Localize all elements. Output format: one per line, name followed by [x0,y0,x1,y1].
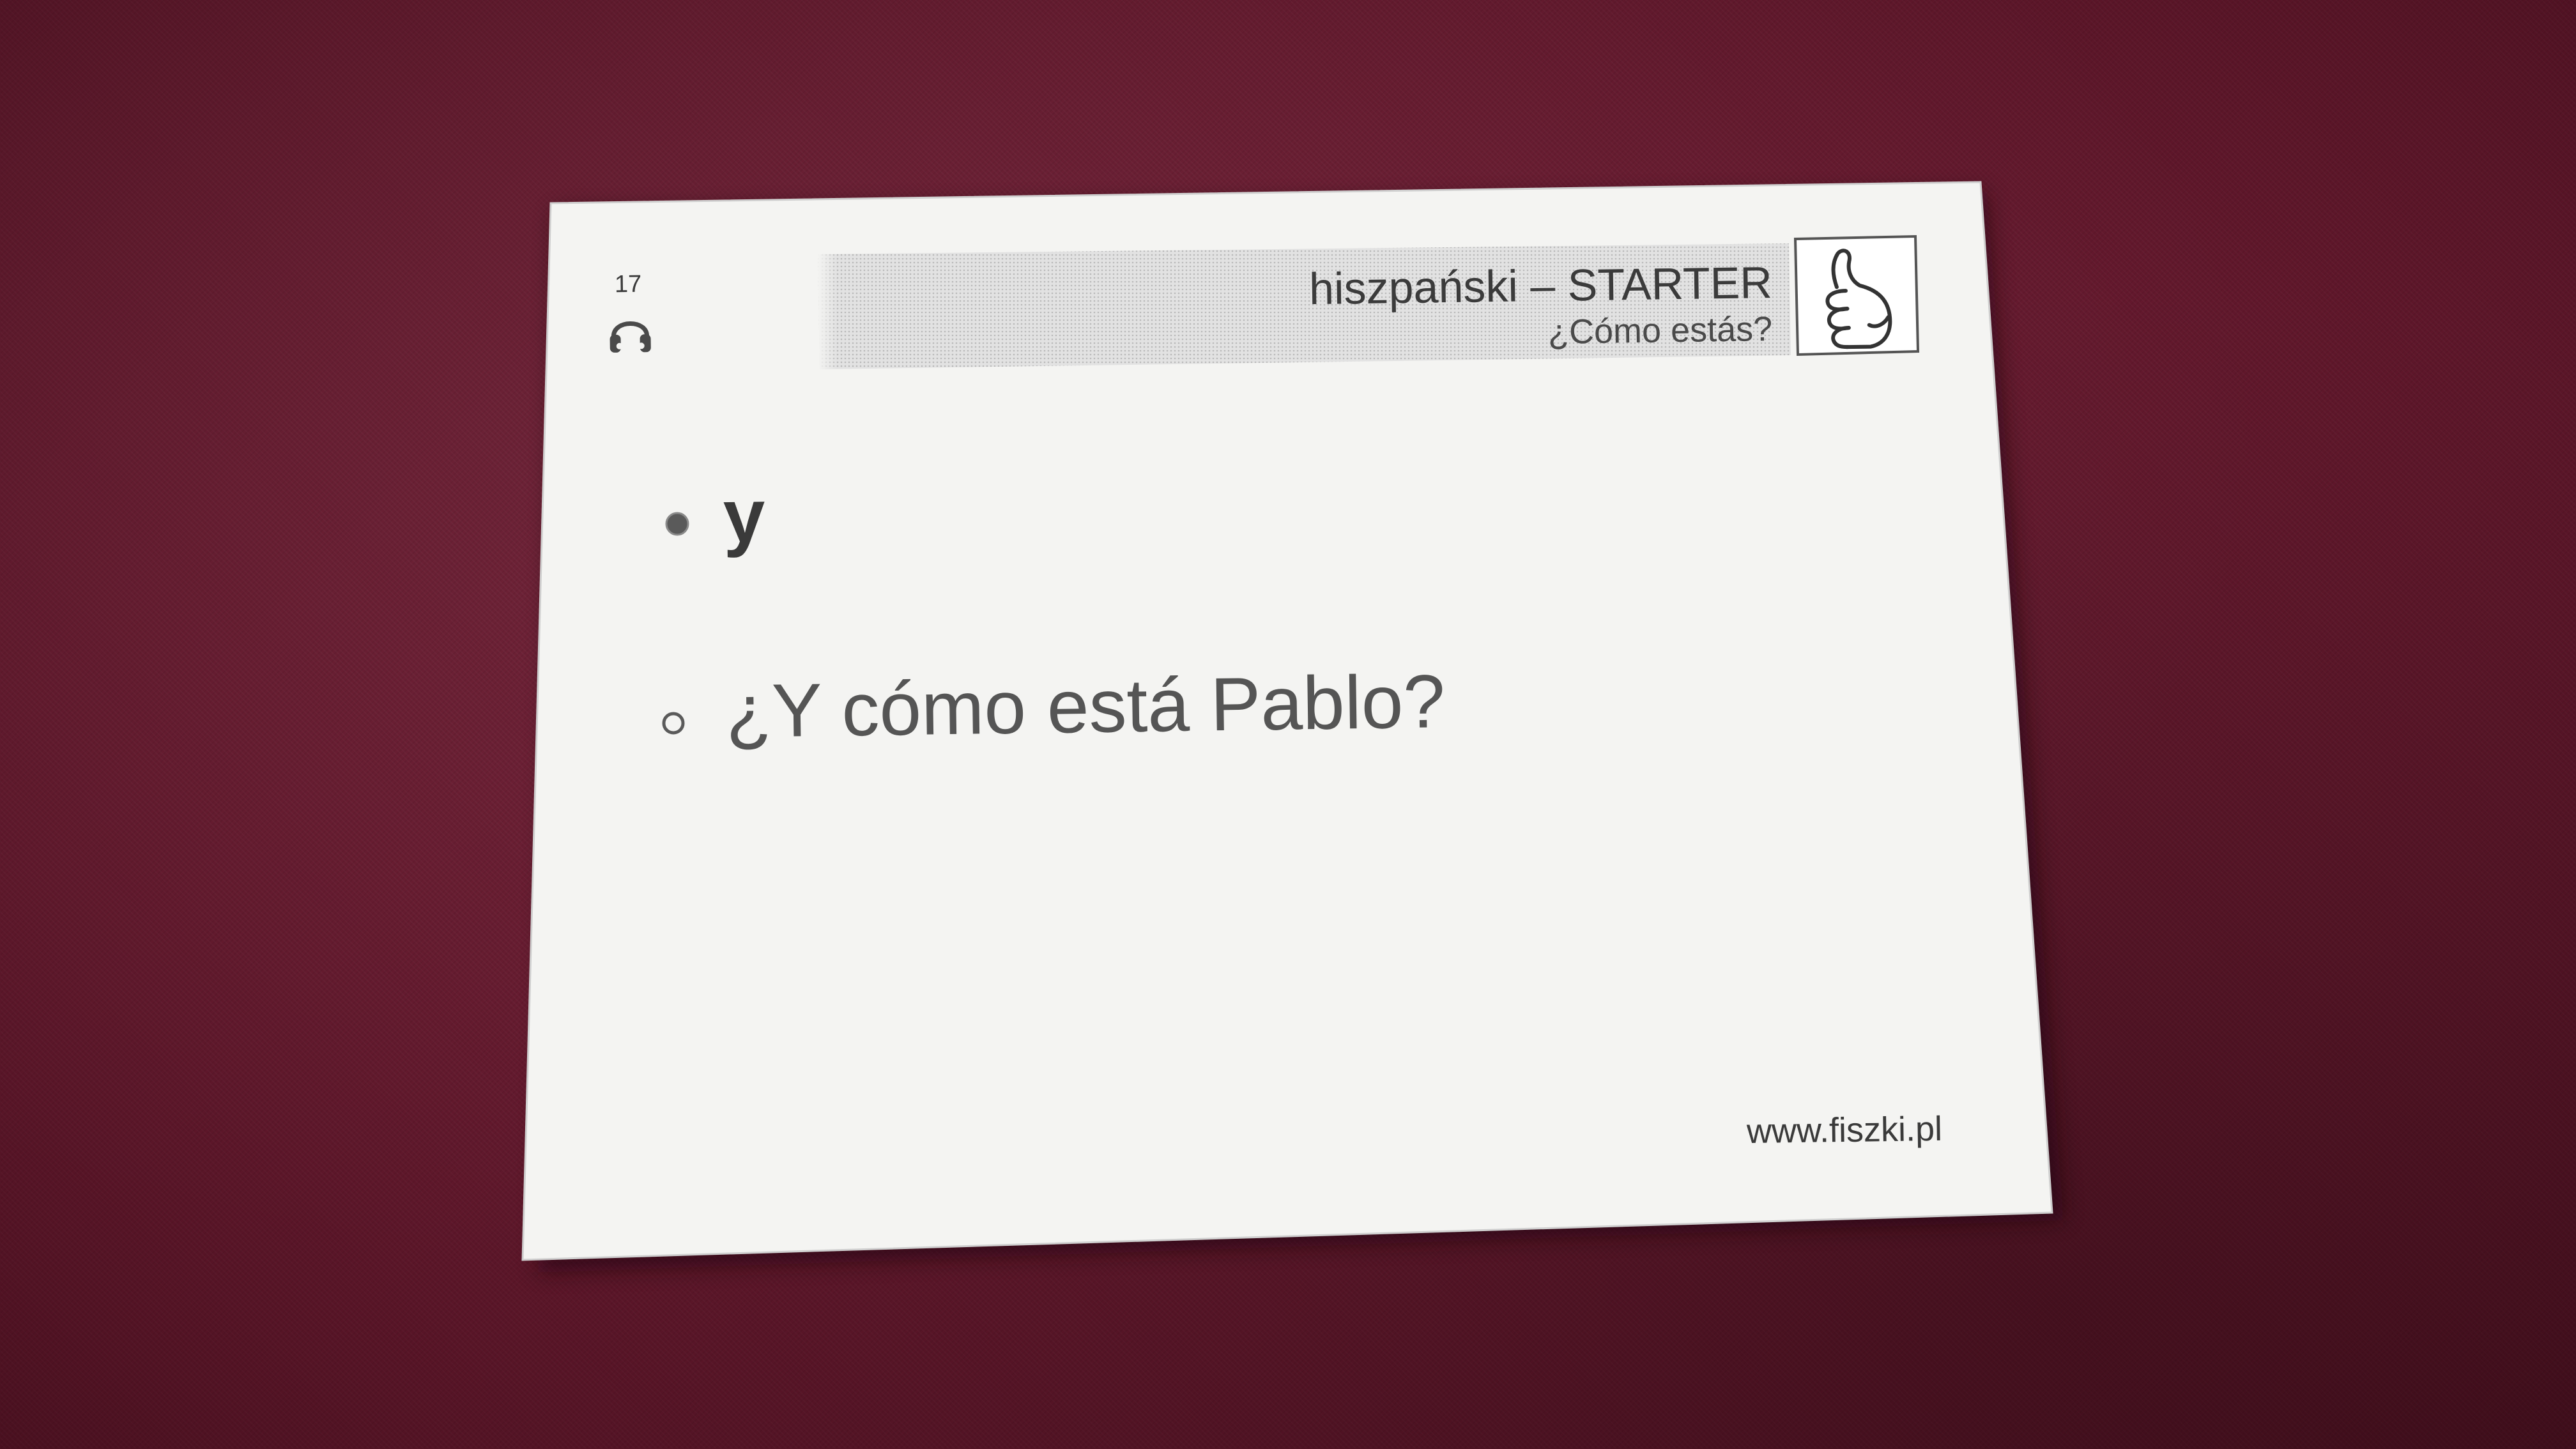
card-subtitle: ¿Cómo estás? [1547,310,1773,351]
vocabulary-word: y [723,473,766,559]
example-sentence: ¿Y cómo está Pablo? [725,659,1446,754]
thumbs-up-icon [1795,236,1918,355]
card-title: hiszpański – STARTER [1308,257,1773,314]
card-number: 17 [614,270,642,298]
filled-bullet-icon [666,513,688,535]
website-label: www.fiszki.pl [1746,1109,1943,1151]
